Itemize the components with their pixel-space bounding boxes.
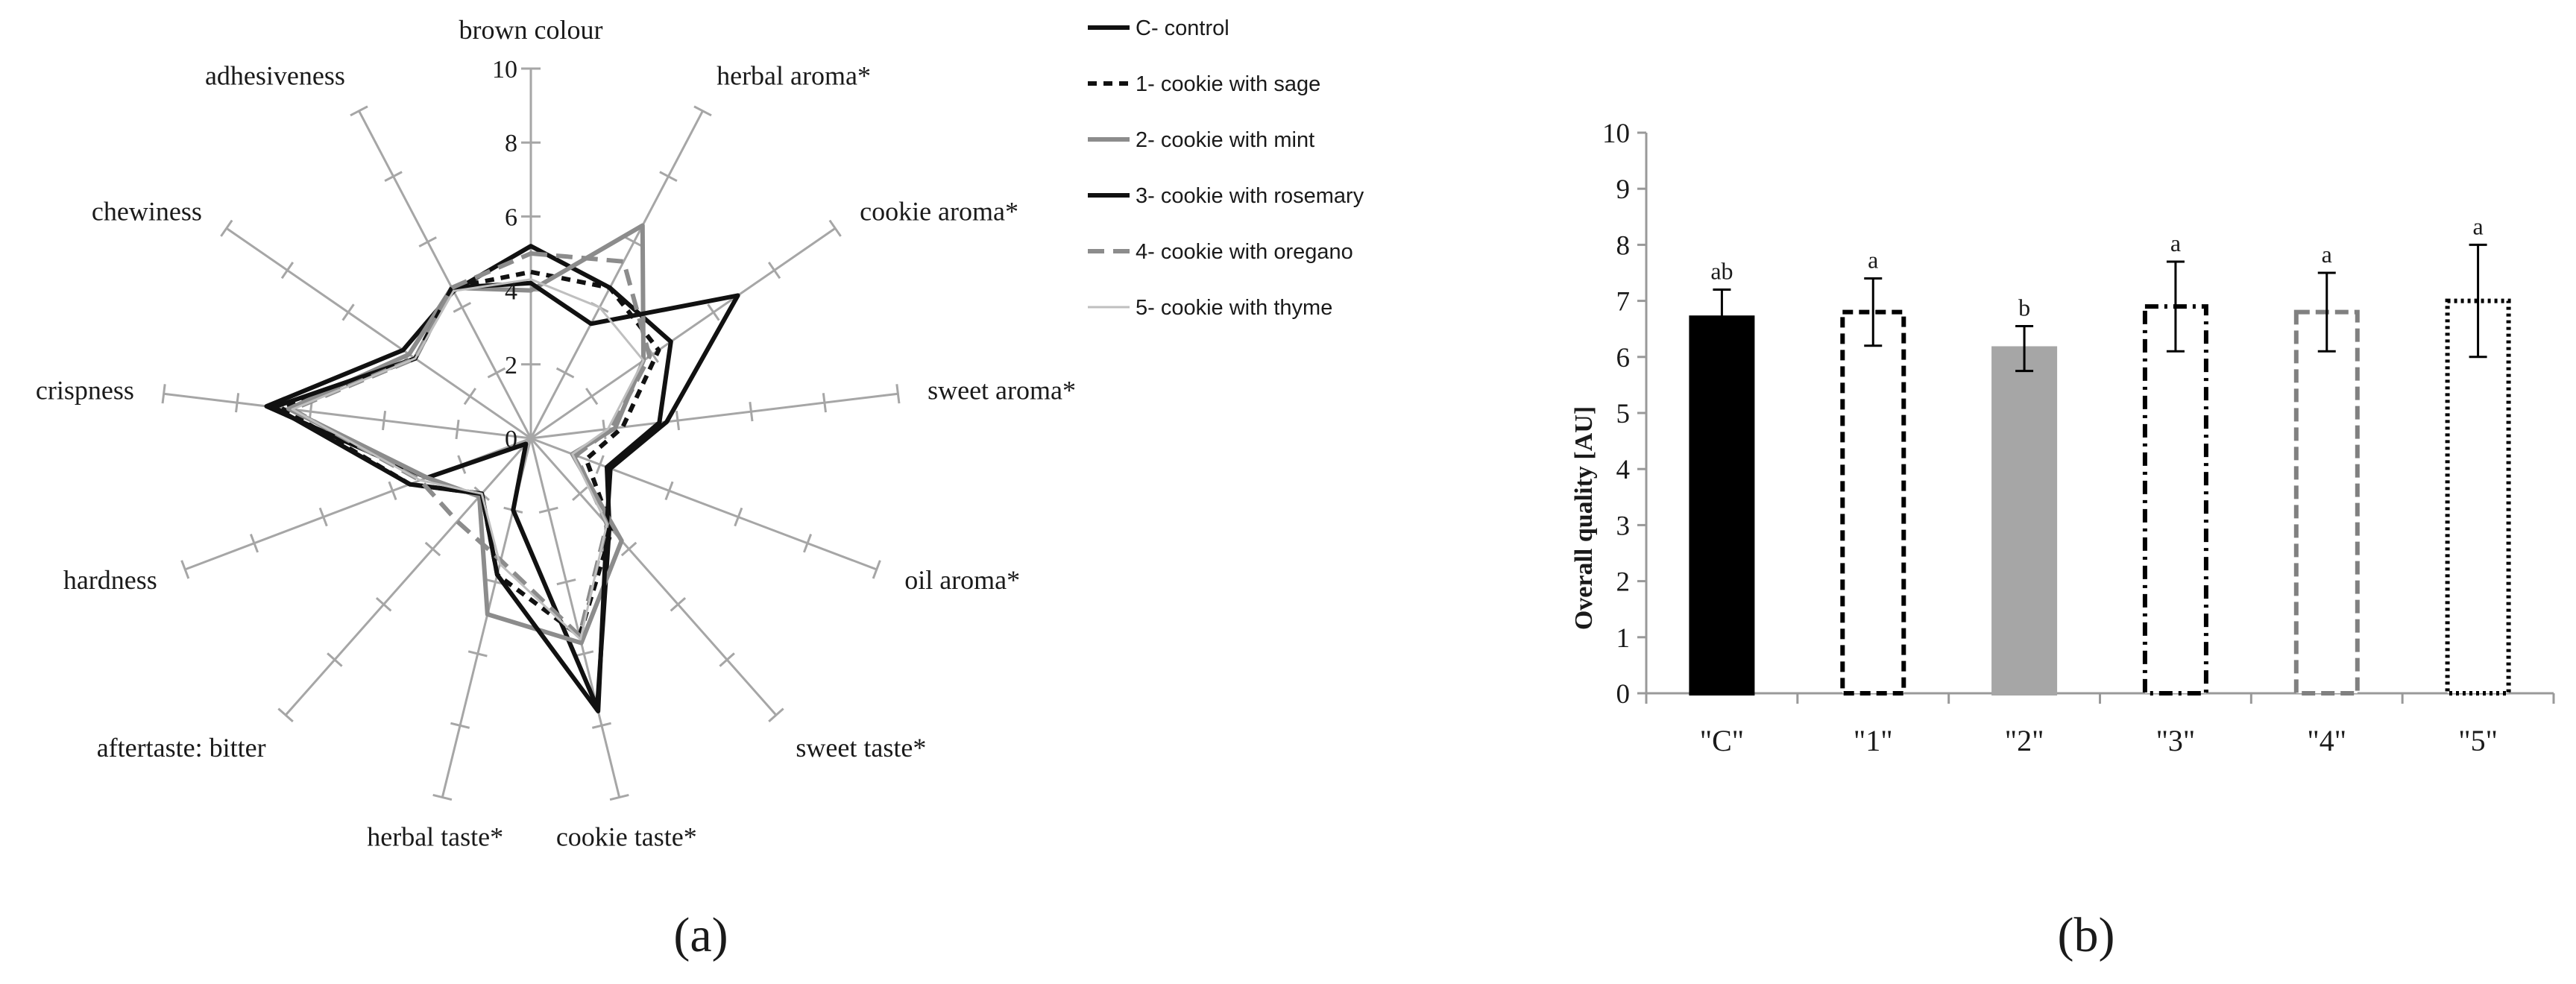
radar-tick-mark	[626, 237, 643, 246]
significance-label-4: a	[2321, 241, 2332, 268]
bar-category-label-0: "C"	[1699, 724, 1745, 757]
significance-label-3: a	[2170, 230, 2182, 256]
radar-tick-mark	[823, 393, 825, 412]
bar-category-label-2: "2"	[2004, 724, 2044, 757]
radar-axis-label: cookie taste*	[555, 821, 697, 852]
bar-y-tick-label: 4	[1616, 455, 1630, 486]
bar-y-tick-label: 9	[1616, 174, 1630, 206]
bar-y-tick-label: 1	[1616, 622, 1630, 654]
radar-spoke	[286, 438, 531, 715]
bar-0	[1691, 318, 1752, 693]
radar-tick-mark	[897, 384, 899, 403]
bar-chart-bars	[1691, 212, 2508, 757]
radar-scale-tick-label: 2	[505, 351, 517, 379]
radar-tick-mark	[676, 411, 678, 430]
radar-tick-mark	[660, 172, 677, 181]
radar-scale-tick-label: 6	[505, 204, 517, 232]
radar-tick-mark	[488, 368, 505, 377]
legend-label-0: C- control	[1136, 16, 1229, 40]
radar-axis-label: sweet taste*	[796, 733, 927, 763]
radar-series-group	[267, 226, 738, 712]
radar-tick-mark	[350, 107, 368, 116]
radar-axis-label: chewiness	[91, 196, 202, 227]
radar-spoke	[531, 438, 877, 570]
radar-tick-mark	[453, 303, 470, 312]
radar-tick-mark	[830, 221, 841, 236]
radar-axis-label: adhesiveness	[204, 60, 345, 91]
bar-y-tick-label: 10	[1602, 119, 1630, 149]
radar-axis-label: herbal taste*	[367, 821, 504, 852]
significance-label-0: ab	[1710, 257, 1733, 285]
radar-axis-label: sweet aroma*	[928, 375, 1077, 406]
legend-label-4: 4- cookie with oregano	[1136, 240, 1353, 264]
bar-category-label-3: "3"	[2155, 724, 2196, 757]
radar-tick-mark	[236, 393, 239, 412]
bar-y-tick-label: 6	[1616, 342, 1630, 373]
radar-axis-label: cookie aroma*	[860, 196, 1019, 227]
radar-tick-mark	[163, 384, 165, 403]
legend-label-1: 1- cookie with sage	[1136, 72, 1321, 96]
legend-label-5: 5- cookie with thyme	[1136, 296, 1333, 320]
radar-axis-label: hardness	[63, 565, 157, 596]
radar-axis-label: herbal aroma*	[717, 60, 872, 91]
legend-label-3: 3- cookie with rosemary	[1136, 184, 1364, 208]
radar-tick-mark	[694, 107, 711, 116]
bar-category-label-4: "4"	[2307, 724, 2347, 757]
bar-category-label-5: "5"	[2458, 724, 2498, 757]
bar-y-tick-label: 3	[1616, 511, 1630, 542]
significance-label-1: a	[1868, 246, 1879, 274]
bar-2	[1994, 349, 2055, 694]
radar-tick-mark	[557, 368, 574, 377]
radar-tick-mark	[385, 172, 402, 181]
radar-scale-tick-label: 8	[505, 130, 517, 158]
bar-3	[2145, 306, 2206, 693]
significance-label-5: a	[2472, 212, 2484, 240]
radar-axis-label: crispness	[35, 375, 134, 406]
bar-y-tick-label: 7	[1616, 286, 1630, 318]
radar-axis-label: oil aroma*	[904, 565, 1021, 596]
radar-tick-mark	[419, 237, 436, 246]
panel-label-a: (a)	[673, 908, 728, 962]
bar-category-label-1: "1"	[1853, 724, 1893, 757]
bar-5	[2448, 301, 2509, 693]
radar-axis-label: brown colour	[459, 15, 603, 45]
radar-tick-mark	[465, 388, 476, 404]
radar-grid	[163, 69, 899, 800]
radar-tick-mark	[750, 402, 752, 421]
radar-axis-labels	[36, 15, 1076, 851]
bar-1	[1842, 312, 1903, 693]
radar-scale-tick-label: 4	[505, 277, 517, 306]
radar-tick-mark	[456, 420, 459, 439]
panel-label-b: (b)	[2057, 908, 2115, 962]
bar-y-tick-label: 2	[1616, 567, 1630, 598]
significance-label-2: b	[2018, 294, 2031, 321]
bar-y-tick-label: 0	[1616, 679, 1630, 710]
radar-tick-mark	[282, 262, 293, 278]
bar-y-tick-label: 8	[1616, 230, 1630, 262]
legend-label-2: 2- cookie with mint	[1136, 128, 1315, 152]
radar-tick-mark	[769, 262, 780, 278]
radar-axis-label: aftertaste: bitter	[96, 733, 266, 763]
radar-tick-mark	[382, 411, 385, 430]
radar-scale-tick-label: 10	[492, 56, 517, 83]
radar-tick-mark	[586, 388, 597, 404]
radar-tick-mark	[708, 304, 719, 320]
radar-legend	[1088, 16, 1364, 320]
bar-chart-y-axis-title: Overall quality [AU]	[1570, 406, 1598, 631]
bar-y-tick-label: 5	[1616, 399, 1630, 429]
radar-tick-mark	[343, 304, 354, 320]
radar-tick-mark	[221, 221, 232, 236]
radar-spoke	[359, 111, 531, 438]
bar-4	[2296, 312, 2358, 693]
radar-scale-tick-label: 0	[505, 426, 517, 453]
